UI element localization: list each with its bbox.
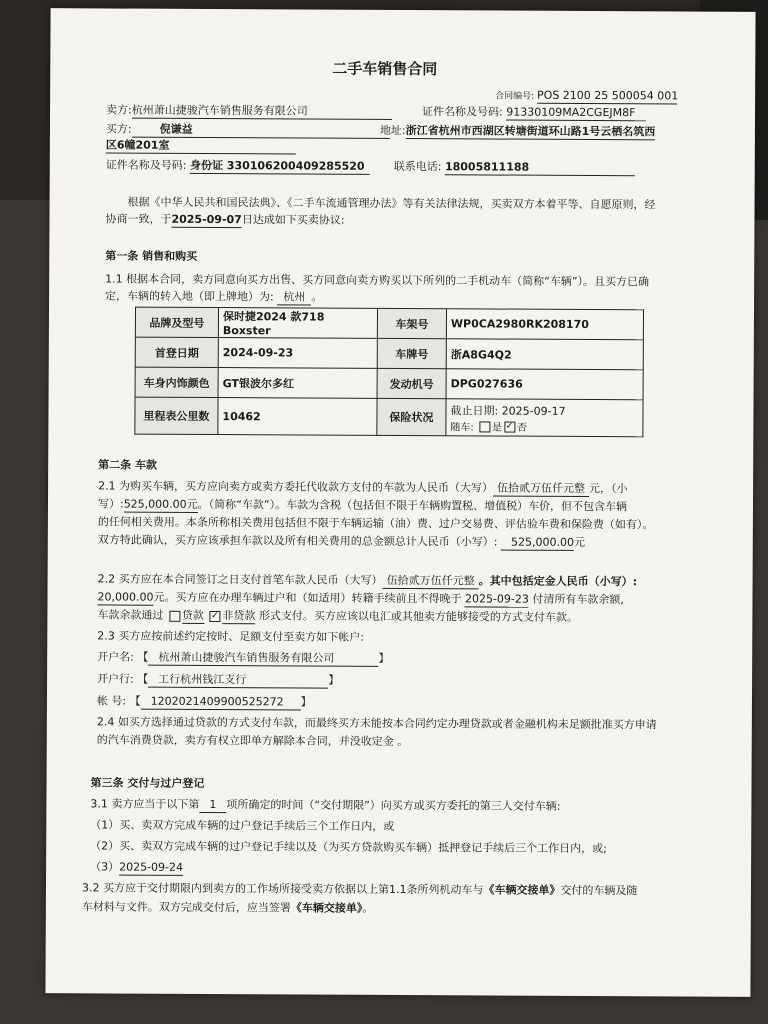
s3-l3: 车材料与文件。双方完成交付后，应当签署《车辆交接单》。: [81, 900, 374, 915]
buyer-address: 地址:浙江省杭州市西湖区转塘街道环山路1号云栖名筑西: [379, 123, 656, 139]
insurance-label: 保险状况: [377, 398, 446, 435]
plate-value: 浙A8G4Q2: [446, 339, 643, 370]
s2-l8: 2.3 买方应按前述约定按时、足额支付至卖方如下帐户:: [97, 629, 365, 644]
s2-l7: 车款余款通过 贷款 ✓ 非贷款 形式支付。买方应该以电汇或其他卖方能够接受的方式支付车款。: [97, 608, 578, 624]
s2-l3: 的任何相关费用。本条所称相关费用包括但不限于车辆运输（油）费、过户交易费、评估验车费和保险费（如有）。: [97, 515, 654, 532]
buyer-phone: 联系电话: 18005811188: [394, 160, 635, 176]
seller-id: 证件名称及号码: 91330109MA2CGEJM8F: [422, 105, 646, 121]
section2-title: 第二条 车款: [98, 458, 158, 472]
insurance-value: 截止日期: 2025-09-17 随车: 是 ✓ 否: [446, 399, 643, 437]
color-value: GT银波尔多红: [218, 368, 377, 399]
non-loan-checkbox[interactable]: ✓: [211, 610, 219, 621]
s3-l1: 3.1 卖方应当于以下第 1 项所确定的时间（“交付期限”）向买方或买方委托的第三人交付车辆:: [90, 797, 561, 813]
reg-date-value: 2024-09-23: [218, 338, 377, 369]
s1-p1: 1.1 根据本合同，卖方同意向买方出售、买方同意向卖方购买以下所列的二手机动车（简称“车辆”）。且买方已确: [105, 272, 650, 289]
s2-l2: 写）:525,000.00元。（简称“车款”）。车款为含税（包括但不限于车辆购置税、增值税）车价，但不包含车辆: [97, 497, 628, 514]
seller-line: 卖方:杭州萧山捷骏汽车销售服务有限公司: [106, 103, 392, 119]
s1-p2: 定，车辆的转入地（即上牌地）为: 杭州 。: [105, 289, 323, 304]
s2-l4: 双方特此确认，买方应该承担车款以及所有相关费用的总金额总计人民币（小写）: 525,000.00元: [97, 533, 586, 549]
buyer-line: 买方: 倪谦益: [106, 122, 390, 138]
contract-number: 合同编号: POS 2100 25 500054 001: [495, 88, 679, 103]
vin-value: WP0CA2980RK208170: [446, 309, 643, 340]
insurance-no-checkbox[interactable]: ✓: [505, 421, 514, 432]
buyer-id: 证件名称及号码: 身份证 330106200409285520: [106, 158, 370, 174]
s3-o3: （3）2025-09-24: [90, 860, 184, 874]
account-bank: 开户行: 【 工行杭州钱江支行 】: [97, 672, 340, 687]
reg-date-label: 首登日期: [135, 337, 218, 367]
engine-label: 发动机号: [377, 368, 446, 398]
color-label: 车身内饰颜色: [135, 367, 218, 397]
s3-o1: （1）买、卖双方完成车辆的过户登记手续后三个工作日内，或: [90, 818, 395, 833]
contract-page: [45, 8, 755, 997]
s2-l9: 2.4 如买方选择通过贷款的方式支付车款，而最终买方未能按本合同约定办理贷款或者金融机构未足额批准买方申请: [96, 715, 657, 732]
intro-line2: 协商一致，于2025-09-07日达成如下买卖协议:: [105, 212, 345, 227]
s2-l1: 2.1 为购买车辆，买方应向卖方或卖方委托代收款方支付的车款为人民币（大写） 伍拾贰万伍仟元整 元，（小: [98, 479, 628, 496]
document-title: 二手车销售合同: [332, 59, 438, 79]
s2-l6: 20,000.00元。买方应在办理车辆过户和（如适用）转籍手续前且不得晚于 2025-09-23 付清所有车款余额,: [97, 590, 624, 607]
vehicle-info-table: [134, 307, 644, 438]
s2-l10: 的汽车消费贷款，卖方有权立即单方解除本合同，并没收定金 。: [96, 733, 409, 749]
s3-o2: （2）买、卖双方完成车辆的过户登记手续以及（为买方贷款购买车辆）抵押登记手续后三个工作日内，或;: [90, 839, 607, 856]
plate-label: 车牌号: [377, 338, 446, 368]
engine-value: DPG027636: [446, 369, 643, 400]
brand-value: 保时捷2024 款718 Boxster: [218, 308, 377, 339]
brand-label: 品牌及型号: [135, 307, 218, 337]
insurance-yes-checkbox[interactable]: [479, 421, 490, 432]
buyer-address-cont: 区6幢201室: [106, 138, 296, 154]
vin-label: 车架号: [377, 308, 446, 338]
intro-line1: 根据《中华人民共和国民法典》、《二手车流通管理办法》等有关法律法规，买卖双方本着平等、自愿原则，经: [127, 195, 656, 212]
loan-checkbox[interactable]: [169, 610, 180, 621]
section1-title: 第一条 销售和购买: [105, 249, 198, 263]
mileage-label: 里程表公里数: [135, 397, 218, 434]
account-name: 开户名: 【 杭州萧山捷骏汽车销售服务有限公司 】: [97, 650, 390, 665]
s3-l2: 3.2 买方应于交付期限内到卖方的工作场所接受卖方依据以上第1.1条所列机动车与《车辆交接单》交付的车辆及随: [81, 881, 638, 898]
s2-l5: 2.2 买方应在本合同签订之日支付首笔车款人民币（大写） 伍拾贰万伍仟元整 。其中包括定金人民币（小写）:: [97, 572, 638, 589]
mileage-value: 10462: [218, 398, 377, 436]
section3-title: 第三条 交付与过户登记: [90, 776, 205, 790]
account-number: 帐 号: 【 1202021409900525272 】: [96, 694, 312, 709]
